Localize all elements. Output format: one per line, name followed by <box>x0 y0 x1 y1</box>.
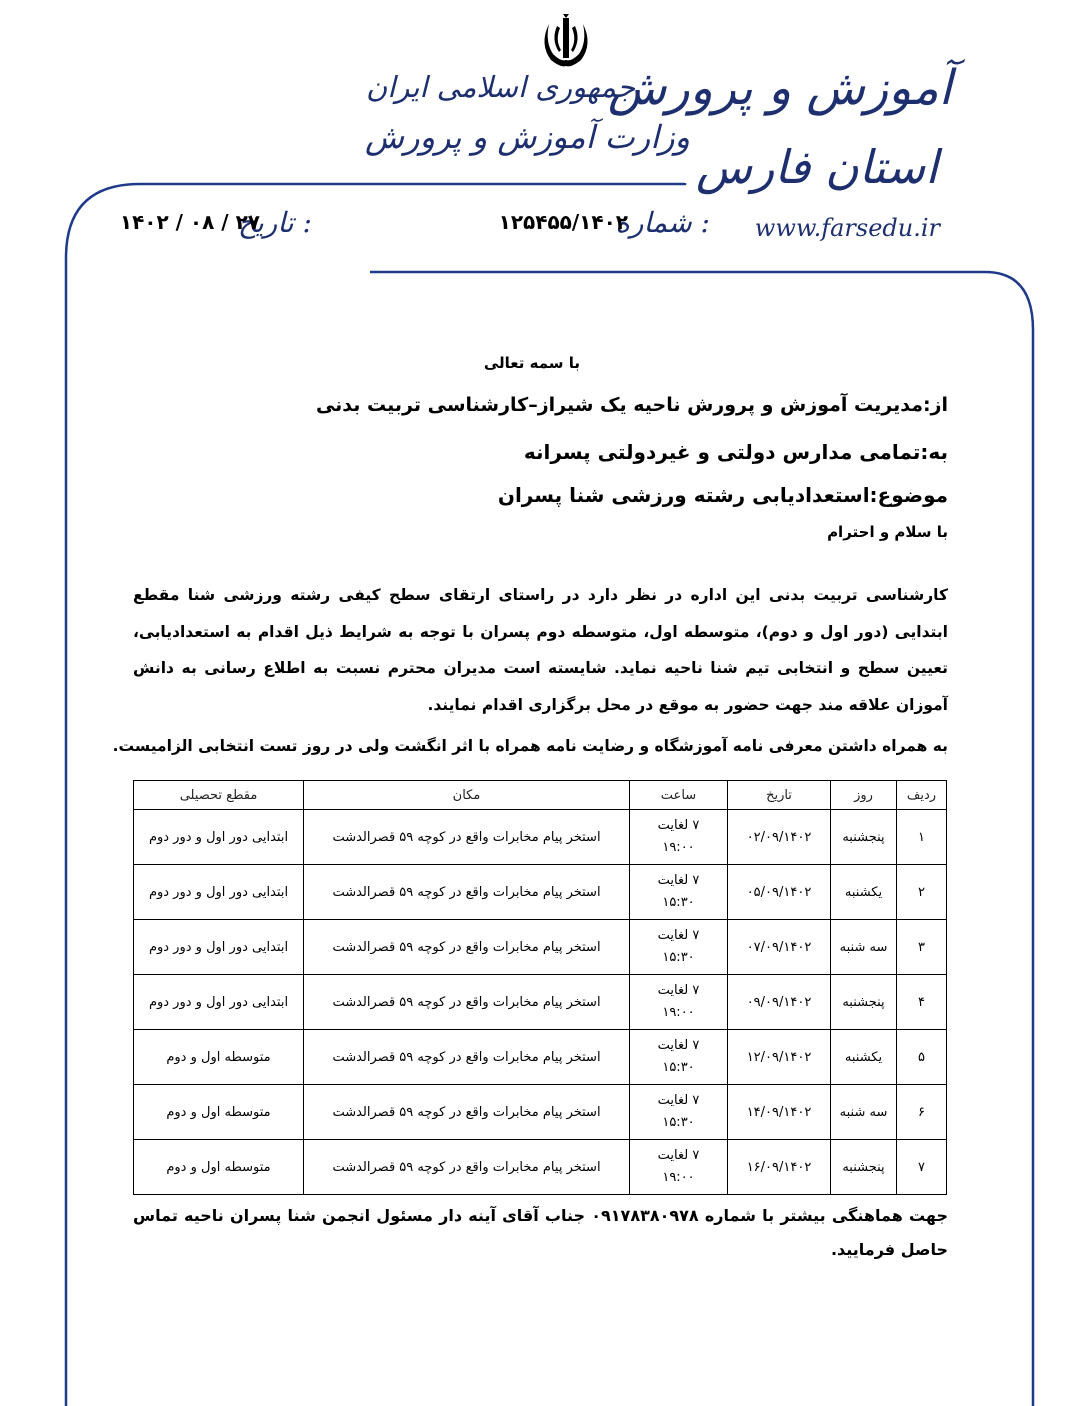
level-cell: ابتدایی دور اول و دور دوم <box>134 810 304 865</box>
time-end: ۱۵:۳۰ <box>662 895 695 910</box>
brand-title: آموزش و پرورش <box>607 60 952 116</box>
time-end: ۱۵:۳۰ <box>662 1060 695 1075</box>
row-number-cell: ۳ <box>897 920 947 975</box>
republic-title: جمهوری اسلامی ایران <box>365 70 635 104</box>
day-cell: پنجشنبه <box>831 1140 897 1195</box>
body-paragraph: کارشناسی تربیت بدنی این اداره در نظر دارد در راستای ارتقای سطح کیفی رشته ورزشی شنا مقطع ابتدایی (دور اول و دوم)، متوسطه اول، متوسطه دوم پسران با توجه به شرایط ذیل اقدام به استعدادیابی، تعیین سطح و انتخابی تیم شنا ناحیه نماید. شایسته است مدیران محترم نسبت به اطلاع رسانی به دانش آموزان علاقه مند جهت حضور به موقع در محل برگزاری اقدام نمایند. <box>133 586 948 714</box>
time-end: ۱۹:۰۰ <box>662 840 695 855</box>
header-time: ساعت <box>630 781 728 810</box>
header-place: مکان <box>304 781 630 810</box>
day-cell: یکشنبه <box>831 865 897 920</box>
day-cell: سه شنبه <box>831 920 897 975</box>
date-cell: ۰۹/۰۹/۱۴۰۲ <box>728 975 831 1030</box>
table-row <box>134 1140 947 1195</box>
from-line: از:مدیریت آموزش و پرورش ناحیه یک شیراز–کارشناسی تربیت بدنی <box>315 394 948 416</box>
level-cell: ابتدایی دور اول و دور دوم <box>134 865 304 920</box>
table-row <box>134 1085 947 1140</box>
place-cell: استخر پیام مخابرات واقع در کوچه ۵۹ قصرالدشت <box>304 1140 630 1195</box>
table-row <box>134 810 947 865</box>
level-cell: ابتدایی دور اول و دور دوم <box>134 975 304 1030</box>
greeting: با سلام و احترام <box>827 523 948 541</box>
table-row <box>134 920 947 975</box>
day-cell: سه شنبه <box>831 1085 897 1140</box>
date-cell: ۰۷/۰۹/۱۴۰۲ <box>728 920 831 975</box>
time-start: ۷ لغایت <box>657 1148 700 1163</box>
time-start: ۷ لغایت <box>657 818 700 833</box>
date-cell: ۱۶/۰۹/۱۴۰۲ <box>728 1140 831 1195</box>
time-end: ۱۵:۳۰ <box>662 950 695 965</box>
level-cell: متوسطه اول و دوم <box>134 1140 304 1195</box>
time-cell <box>630 810 728 865</box>
brand-province: استان فارس <box>696 140 938 194</box>
iran-emblem-icon <box>537 14 595 70</box>
header-row-number: ردیف <box>897 781 947 810</box>
table-header-row <box>134 781 947 810</box>
requirement-note: به همراه داشتن معرفی نامه آموزشگاه و رضایت نامه همراه با اثر انگشت ولی در روز تست انتخابی الزامیست. <box>112 737 948 755</box>
day-cell: یکشنبه <box>831 1030 897 1085</box>
website-url[interactable]: www.farsedu.ir <box>754 214 940 242</box>
level-cell: متوسطه اول و دوم <box>134 1085 304 1140</box>
time-end: ۱۹:۰۰ <box>662 1170 695 1185</box>
time-cell <box>630 975 728 1030</box>
date-label: تاریخ : <box>237 206 312 239</box>
closing-paragraph: جهت هماهنگی بیشتر با شماره ۰۹۱۷۸۳۸۰۹۷۸ جناب آقای آینه دار مسئول انجمن شنا پسران ناحیه تماس حاصل فرمایید. <box>133 1206 948 1259</box>
time-start: ۷ لغایت <box>657 983 700 998</box>
day-cell: پنجشنبه <box>831 810 897 865</box>
header-level: مقطع تحصیلی <box>134 781 304 810</box>
place-cell: استخر پیام مخابرات واقع در کوچه ۵۹ قصرالدشت <box>304 865 630 920</box>
salutation-top: با سمه تعالی <box>483 354 580 372</box>
subject-line: موضوع:استعدادیابی رشته ورزشی شنا پسران <box>497 483 948 507</box>
row-number-cell: ۵ <box>897 1030 947 1085</box>
table-row <box>134 865 947 920</box>
time-start: ۷ لغایت <box>657 1093 700 1108</box>
date-cell: ۱۲/۰۹/۱۴۰۲ <box>728 1030 831 1085</box>
level-cell: ابتدایی دور اول و دور دوم <box>134 920 304 975</box>
table-row <box>134 975 947 1030</box>
time-cell <box>630 1030 728 1085</box>
header-date: تاریخ <box>728 781 831 810</box>
time-start: ۷ لغایت <box>657 928 700 943</box>
to-line: به:تمامی مدارس دولتی و غیردولتی پسرانه <box>523 440 948 464</box>
date-cell: ۰۲/۰۹/۱۴۰۲ <box>728 810 831 865</box>
date-value: ۱۴۰۲ / ۰۸ / ۲۷ <box>119 210 260 234</box>
place-cell: استخر پیام مخابرات واقع در کوچه ۵۹ قصرالدشت <box>304 1030 630 1085</box>
time-end: ۱۵:۳۰ <box>662 1115 695 1130</box>
row-number-cell: ۶ <box>897 1085 947 1140</box>
ministry-title: وزارت آموزش و پرورش <box>365 118 690 156</box>
place-cell: استخر پیام مخابرات واقع در کوچه ۵۹ قصرالدشت <box>304 1085 630 1140</box>
time-start: ۷ لغایت <box>657 1038 700 1053</box>
time-start: ۷ لغایت <box>657 873 700 888</box>
time-cell <box>630 1085 728 1140</box>
time-cell <box>630 865 728 920</box>
place-cell: استخر پیام مخابرات واقع در کوچه ۵۹ قصرالدشت <box>304 920 630 975</box>
time-cell <box>630 920 728 975</box>
header-day: روز <box>831 781 897 810</box>
row-number-cell: ۴ <box>897 975 947 1030</box>
number-value: ۱۲۵۴۵۵/۱۴۰۲ <box>498 210 628 234</box>
schedule-table <box>133 780 947 1195</box>
place-cell: استخر پیام مخابرات واقع در کوچه ۵۹ قصرالدشت <box>304 810 630 865</box>
number-label: شماره : <box>615 206 710 239</box>
time-end: ۱۹:۰۰ <box>662 1005 695 1020</box>
table-row <box>134 1030 947 1085</box>
time-cell <box>630 1140 728 1195</box>
level-cell: متوسطه اول و دوم <box>134 1030 304 1085</box>
place-cell: استخر پیام مخابرات واقع در کوچه ۵۹ قصرالدشت <box>304 975 630 1030</box>
row-number-cell: ۲ <box>897 865 947 920</box>
row-number-cell: ۷ <box>897 1140 947 1195</box>
day-cell: پنجشنبه <box>831 975 897 1030</box>
date-cell: ۱۴/۰۹/۱۴۰۲ <box>728 1085 831 1140</box>
date-cell: ۰۵/۰۹/۱۴۰۲ <box>728 865 831 920</box>
row-number-cell: ۱ <box>897 810 947 865</box>
